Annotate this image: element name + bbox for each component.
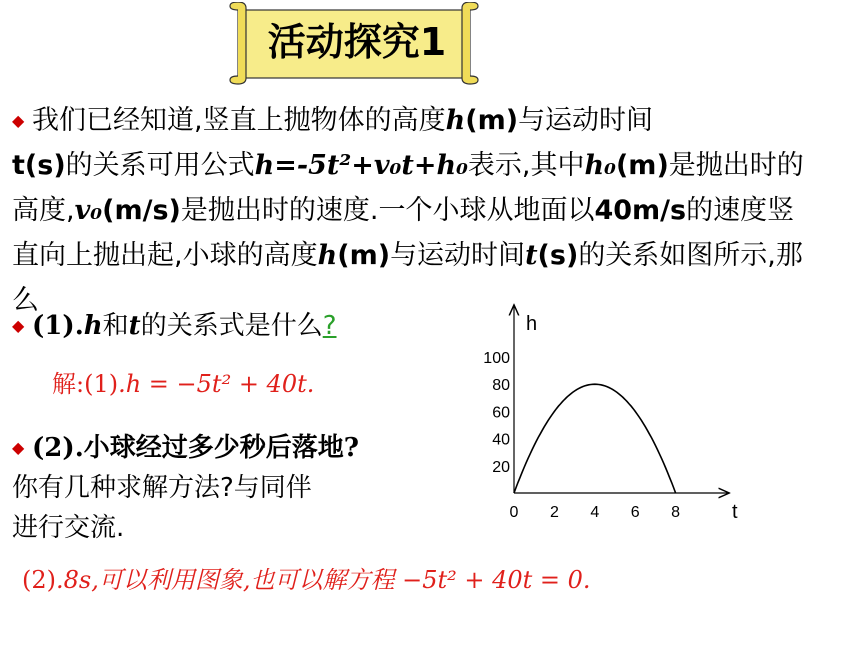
intro-text: 是抛出时的高度, [12,150,804,226]
intro-text: 我们已经知道,竖直上抛物体的高度 [32,105,446,136]
trajectory-curve [514,384,676,493]
x-tick-label: 0 [509,504,519,521]
var-h: h [317,240,338,271]
var-h: h [445,105,466,136]
intro-text: 的速度竖直向上抛出起,小球的高度 [12,195,795,271]
q1-number: (1). [32,311,84,341]
x-tick-label: 2 [549,504,559,521]
q1-question-mark: ? [322,311,337,341]
intro-text: 的关系如图所示,那么 [12,240,803,316]
y-tick-label: 20 [492,458,510,476]
var-h: h [83,311,103,341]
q2-line-2: 你有几种求解方法?与同伴 [12,473,312,503]
a2-text: .8s,可以利用图象,也可以解方程 −5t² + 40t = 0. [56,566,591,594]
intro-text: 的关系可用公式 [65,150,255,181]
page-title: 活动探究1 [267,20,447,64]
unit-s: (s) [537,240,579,271]
formula: h=-5t²+v₀t+h₀ [254,150,468,181]
x-tick-label: 6 [630,504,640,521]
q2-line-3: 进行交流. [12,513,125,543]
var-t: t [525,240,538,271]
question-2 [12,428,359,548]
unit-ms: (m/s) [102,195,181,226]
x-tick-label: 8 [671,504,681,521]
x-axis-label: t [732,501,738,523]
diamond-bullet-icon: ◆ [12,111,25,130]
intro-text: 与运动时间 [390,240,526,271]
intro-text: 是抛出时的速度.一个小球从地面以 [180,195,595,226]
y-tick-label: 60 [492,404,510,422]
question-1 [12,306,357,346]
answer-1 [52,364,314,399]
a1-equation: .h = −5t² + 40t. [118,370,315,398]
var-v0: v₀ [74,195,103,226]
y-tick-label: 80 [492,377,510,395]
q1-text: 和 [102,311,129,341]
a2-number: (2) [22,566,56,594]
intro-text: 与运动时间 [518,105,654,136]
speed-value: 40m/s [594,195,687,226]
intro-paragraph [12,98,812,323]
a1-number: (1) [84,370,119,398]
a1-label: 解: [52,370,85,398]
var-h0: h₀ [584,150,616,181]
intro-text: 表示,其中 [467,150,585,181]
y-tick-label: 100 [483,350,510,367]
x-tick-label: 4 [590,504,600,521]
height-time-chart [480,300,770,530]
diamond-bullet-icon: ◆ [12,438,25,457]
unit-m: (m) [337,240,391,271]
y-tick-label: 40 [492,431,510,449]
unit-m: (m) [615,150,669,181]
var-ts: t(s) [12,150,66,181]
diamond-bullet-icon: ◆ [12,316,25,335]
answer-2 [22,560,591,595]
y-axis-label: h [526,313,538,335]
q2-line-1: (2).小球经过多少秒后落地? [32,433,359,463]
q1-text: 的关系式是什么 [140,311,323,341]
var-t: t [128,311,141,341]
unit-m: (m) [465,105,519,136]
